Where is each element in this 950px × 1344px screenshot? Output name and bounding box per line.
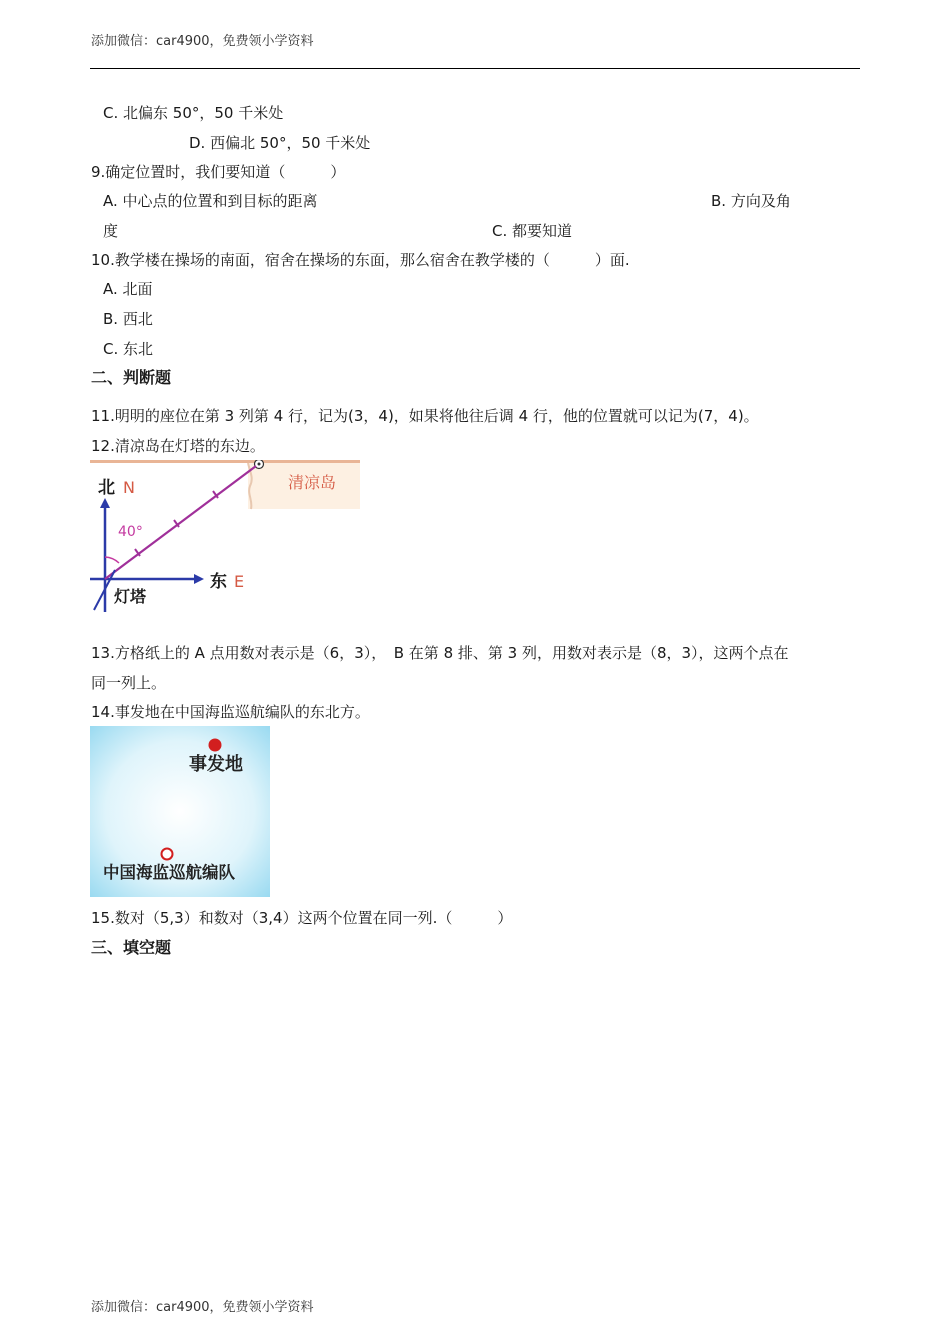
fleet-label: 中国海监巡航编队 [103,863,235,882]
q14-diagram [90,726,270,897]
q12-diagram [90,460,360,612]
q9-option-c: C. 都要知道 [492,222,573,240]
east-label-en: E [234,572,245,591]
q8-option-c: C. 北偏东 50°，50 千米处 [103,104,284,122]
q9-option-b: B. 方向及角 [711,192,791,210]
q11-stem: 11.明明的座位在第 3 列第 4 行，记为(3，4)，如果将他往后调 4 行，他的位置就可以记为(7，4)。 [91,407,759,425]
north-label-en: N [123,478,135,497]
q15-stem: 15.数对（5,3）和数对（3,4）这两个位置在同一列.（ ） [91,909,513,927]
section-title-judgement: 二、判断题 [91,368,172,387]
q10-option-c: C. 东北 [103,340,154,358]
section-title-fill-in: 三、填空题 [91,938,172,957]
angle-arc [105,557,119,563]
q10-stem: 10.教学楼在操场的南面，宿舍在操场的东面，那么宿舍在教学楼的（ ）面. [91,251,630,269]
q8-option-d: D. 西偏北 50°，50 千米处 [189,134,371,152]
island-label: 清凉岛 [288,473,337,492]
north-label-cn: 北 [98,478,115,498]
q14-sea-figure [90,726,270,897]
header-divider [90,68,860,69]
page-header: 添加微信：car4900，免费领小学资料 [91,34,314,49]
q12-lighthouse-figure [90,460,360,612]
q10-option-b: B. 西北 [103,310,153,328]
q13-stem-line2: 同一列上。 [91,674,167,692]
q10-option-a: A. 北面 [103,280,153,298]
q12-stem: 12.清凉岛在灯塔的东边。 [91,437,265,455]
q9-option-a: A. 中心点的位置和到目标的距离 [103,192,318,210]
q9-option-b-continued: 度 [103,222,119,240]
east-arrow-icon [194,574,204,584]
q13-stem-line1: 13.方格纸上的 A 点用数对表示是（6，3）， B 在第 8 排、第 3 列，用数对表示是（8，3），这两个点在 [91,644,789,662]
incident-label: 事发地 [189,754,243,775]
incident-point-icon [209,739,222,752]
east-label-cn: 东 [210,572,227,592]
lighthouse-label: 灯塔 [114,587,147,606]
q14-stem: 14.事发地在中国海监巡航编队的东北方。 [91,703,370,721]
page-footer: 添加微信：car4900，免费领小学资料 [91,1300,314,1315]
island-point-dot [258,463,261,466]
angle-label: 40° [118,524,143,540]
fleet-point-icon [162,849,173,860]
north-arrow-icon [100,498,110,508]
q9-stem: 9.确定位置时，我们要知道（ ） [91,163,346,181]
island-border [90,460,360,463]
